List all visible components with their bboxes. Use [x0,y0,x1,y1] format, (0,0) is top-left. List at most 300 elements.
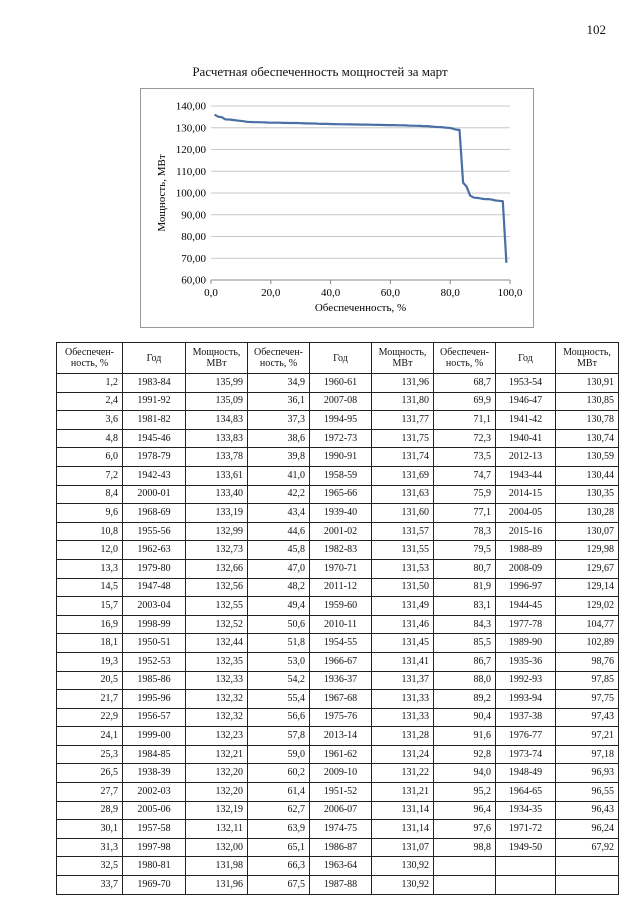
table-cell: 1945-46 [123,429,186,448]
table-cell: 1968-69 [123,504,186,523]
table-cell: 132,11 [186,820,248,839]
table-cell: 130,78 [556,411,619,430]
table-cell: 131,37 [372,671,434,690]
table-cell: 2010-11 [310,615,372,634]
table-cell: 1951-52 [310,783,372,802]
table-row [57,392,619,411]
table-cell: 2012-13 [496,448,556,467]
table-cell: 132,32 [186,690,248,709]
table-cell: 39,8 [248,448,310,467]
table-cell: 2003-04 [123,597,186,616]
table-row [57,374,619,393]
chart-container [140,88,534,328]
table-cell: 20,5 [57,671,123,690]
table-row [57,634,619,653]
table-cell: 131,33 [372,690,434,709]
table-cell: 50,6 [248,615,310,634]
table-cell: 1941-42 [496,411,556,430]
table-cell: 1946-47 [496,392,556,411]
table-cell: 95,2 [434,783,496,802]
x-tick-label: 0,0 [204,287,218,299]
table-cell: 129,02 [556,597,619,616]
table-cell: 1996-97 [496,578,556,597]
table-cell: 135,09 [186,392,248,411]
table-cell [556,876,619,895]
table-cell: 1966-67 [310,652,372,671]
table-cell: 132,55 [186,597,248,616]
table-cell: 1963-64 [310,857,372,876]
table-cell: 97,43 [556,708,619,727]
table-cell: 1987-88 [310,876,372,895]
table-row [57,411,619,430]
table-row [57,429,619,448]
table-cell: 1964-65 [496,783,556,802]
table-cell: 42,2 [248,485,310,504]
table-header-cell: Год [496,343,556,374]
y-tick-label: 120,00 [175,144,206,156]
table-cell: 13,3 [57,559,123,578]
table-cell: 74,7 [434,466,496,485]
table-cell: 2013-14 [310,727,372,746]
table-cell: 97,21 [556,727,619,746]
table-cell: 132,66 [186,559,248,578]
y-axis-label: Мощность, МВт [156,154,168,232]
y-tick-label: 60,00 [181,274,206,287]
table-cell: 55,4 [248,690,310,709]
table-cell: 131,46 [372,615,434,634]
table-row [57,541,619,560]
table-cell: 131,22 [372,764,434,783]
table-cell: 1936-37 [310,671,372,690]
table-cell: 131,55 [372,541,434,560]
table-header-cell: Год [123,343,186,374]
table-cell: 38,6 [248,429,310,448]
table-cell: 86,7 [434,652,496,671]
table-row [57,652,619,671]
table-cell: 1965-66 [310,485,372,504]
table-cell: 49,4 [248,597,310,616]
table-cell: 129,98 [556,541,619,560]
table-cell: 130,28 [556,504,619,523]
table-cell: 131,80 [372,392,434,411]
table-cell: 2008-09 [496,559,556,578]
table-cell: 1972-73 [310,429,372,448]
table-cell: 130,85 [556,392,619,411]
table-cell: 1960-61 [310,374,372,393]
table-cell: 56,6 [248,708,310,727]
table-cell: 96,43 [556,801,619,820]
table-cell: 1940-41 [496,429,556,448]
table-cell: 18,1 [57,634,123,653]
table-row [57,559,619,578]
table-cell: 104,77 [556,615,619,634]
table-cell: 131,63 [372,485,434,504]
table-cell: 1958-59 [310,466,372,485]
table-cell: 60,2 [248,764,310,783]
table-header-cell: Год [310,343,372,374]
table-cell: 132,35 [186,652,248,671]
table-cell: 1995-96 [123,690,186,709]
table-cell: 97,18 [556,745,619,764]
table-cell: 41,0 [248,466,310,485]
x-tick-label: 100,0 [497,287,523,299]
table-cell: 53,0 [248,652,310,671]
table-cell: 1994-95 [310,411,372,430]
table-cell: 96,24 [556,820,619,839]
table-body [57,374,619,895]
table-cell: 10,8 [57,522,123,541]
table-cell: 134,83 [186,411,248,430]
x-tick-label: 60,0 [380,287,401,299]
table-cell: 1961-62 [310,745,372,764]
table-cell: 131,33 [372,708,434,727]
table-cell: 1988-89 [496,541,556,560]
table-header-cell: Мощность, МВт [556,343,619,374]
table-cell: 133,83 [186,429,248,448]
table-cell: 102,89 [556,634,619,653]
y-tick-label: 70,00 [181,252,206,265]
table-cell: 26,5 [57,764,123,783]
table-cell: 2001-02 [310,522,372,541]
table-cell: 1999-00 [123,727,186,746]
table-cell: 1978-79 [123,448,186,467]
table-cell: 14,5 [57,578,123,597]
y-tick-label: 130,00 [175,122,206,135]
table-cell: 132,20 [186,764,248,783]
table-cell: 132,56 [186,578,248,597]
table-cell: 79,5 [434,541,496,560]
table-cell: 98,8 [434,838,496,857]
table-row [57,671,619,690]
table-row [57,485,619,504]
table-cell: 1954-55 [310,634,372,653]
table-cell: 1967-68 [310,690,372,709]
table-cell: 92,8 [434,745,496,764]
table-cell: 30,1 [57,820,123,839]
table-cell: 1952-53 [123,652,186,671]
table-cell: 1970-71 [310,559,372,578]
table-cell: 132,99 [186,522,248,541]
table-cell: 3,6 [57,411,123,430]
table-cell: 131,98 [186,857,248,876]
table-cell: 94,0 [434,764,496,783]
table-cell: 1948-49 [496,764,556,783]
table-cell: 77,1 [434,504,496,523]
table-cell: 72,3 [434,429,496,448]
table-cell: 1979-80 [123,559,186,578]
table-cell: 62,7 [248,801,310,820]
table-cell: 71,1 [434,411,496,430]
table-cell: 1959-60 [310,597,372,616]
table-header-cell: Мощность, МВт [372,343,434,374]
table-cell: 1985-86 [123,671,186,690]
table-cell: 1935-36 [496,652,556,671]
table-cell: 1986-87 [310,838,372,857]
table-row [57,578,619,597]
chart-title: Расчетная обеспеченность мощностей за март [192,64,448,79]
table-cell: 1997-98 [123,838,186,857]
y-tick-label: 110,00 [176,165,206,178]
table-cell: 1973-74 [496,745,556,764]
table-cell: 91,6 [434,727,496,746]
table-cell: 131,49 [372,597,434,616]
x-tick-label: 80,0 [440,287,460,299]
table-cell [434,857,496,876]
data-table [56,342,619,895]
table-cell: 130,92 [372,857,434,876]
table-cell: 1980-81 [123,857,186,876]
table-cell: 1974-75 [310,820,372,839]
table-row [57,801,619,820]
y-tick-label: 100,00 [175,187,206,200]
table-cell: 1939-40 [310,504,372,523]
table-cell: 33,7 [57,876,123,895]
table-cell: 78,3 [434,522,496,541]
table-cell: 2006-07 [310,801,372,820]
table-cell: 1982-83 [310,541,372,560]
table-cell: 131,07 [372,838,434,857]
table-cell: 1981-82 [123,411,186,430]
table-row [57,857,619,876]
table-cell: 1938-39 [123,764,186,783]
table-cell: 12,0 [57,541,123,560]
table-cell: 37,3 [248,411,310,430]
table-cell: 61,4 [248,783,310,802]
series-line [215,115,507,263]
table-cell: 130,59 [556,448,619,467]
table-cell: 1971-72 [496,820,556,839]
table-cell: 68,7 [434,374,496,393]
table-cell: 1,2 [57,374,123,393]
table-cell: 131,96 [186,876,248,895]
table-cell: 24,1 [57,727,123,746]
table-cell: 65,1 [248,838,310,857]
table-cell: 1949-50 [496,838,556,857]
table-cell: 133,19 [186,504,248,523]
table-cell: 90,4 [434,708,496,727]
table-cell: 1983-84 [123,374,186,393]
table-cell: 129,67 [556,559,619,578]
table-cell: 2007-08 [310,392,372,411]
table-cell: 132,52 [186,615,248,634]
table-cell: 43,4 [248,504,310,523]
table-cell: 36,1 [248,392,310,411]
table-cell: 97,85 [556,671,619,690]
table-row [57,876,619,895]
table-cell: 2009-10 [310,764,372,783]
table-row [57,764,619,783]
table-cell: 1989-90 [496,634,556,653]
table-row [57,466,619,485]
table-row [57,448,619,467]
x-tick-label: 40,0 [320,287,341,299]
table-cell: 48,2 [248,578,310,597]
table-cell: 7,2 [57,466,123,485]
table-row [57,708,619,727]
table-cell: 1976-77 [496,727,556,746]
table-cell: 132,33 [186,671,248,690]
table-cell [496,876,556,895]
table-cell: 130,91 [556,374,619,393]
table-cell: 1969-70 [123,876,186,895]
table-cell: 22,9 [57,708,123,727]
table-cell: 130,44 [556,466,619,485]
table-cell: 133,78 [186,448,248,467]
table-cell: 75,9 [434,485,496,504]
table-cell: 73,5 [434,448,496,467]
table-cell: 132,21 [186,745,248,764]
table-header-cell: Обеспечен-ность, % [248,343,310,374]
table-cell: 131,74 [372,448,434,467]
table-cell: 97,75 [556,690,619,709]
table-cell: 59,0 [248,745,310,764]
table-cell: 132,19 [186,801,248,820]
table-cell: 132,32 [186,708,248,727]
table-cell: 131,77 [372,411,434,430]
table-cell: 1944-45 [496,597,556,616]
table-row [57,504,619,523]
table-cell: 131,14 [372,801,434,820]
table-header-cell: Обеспечен-ность, % [434,343,496,374]
table-cell [496,857,556,876]
table-cell: 131,24 [372,745,434,764]
table-cell: 2,4 [57,392,123,411]
table-cell: 131,57 [372,522,434,541]
table-cell: 135,99 [186,374,248,393]
table-cell: 131,21 [372,783,434,802]
table-cell: 81,9 [434,578,496,597]
table-cell: 131,69 [372,466,434,485]
table-cell: 21,7 [57,690,123,709]
y-tick-label: 90,00 [181,209,206,222]
table-cell: 96,55 [556,783,619,802]
table-cell: 1992-93 [496,671,556,690]
table-cell: 45,8 [248,541,310,560]
x-tick-label: 20,0 [261,287,281,299]
table-cell: 130,35 [556,485,619,504]
table-row [57,597,619,616]
table-row [57,820,619,839]
table-cell: 2014-15 [496,485,556,504]
table-header-cell: Обеспечен-ность, % [57,343,123,374]
table-cell: 19,3 [57,652,123,671]
table-cell: 1977-78 [496,615,556,634]
table-cell: 25,3 [57,745,123,764]
table-cell: 96,4 [434,801,496,820]
table-cell: 131,41 [372,652,434,671]
table-cell: 1953-54 [496,374,556,393]
table-cell: 80,7 [434,559,496,578]
table-cell: 2002-03 [123,783,186,802]
table-cell: 69,9 [434,392,496,411]
table-cell: 131,45 [372,634,434,653]
table-cell: 1962-63 [123,541,186,560]
table-cell: 132,00 [186,838,248,857]
table-cell: 131,96 [372,374,434,393]
table-cell: 1998-99 [123,615,186,634]
x-axis-label: Обеспеченность, % [314,302,407,314]
table-cell: 6,0 [57,448,123,467]
table-header-row [57,343,619,374]
table-cell: 133,61 [186,466,248,485]
table-header-cell: Мощность, МВт [186,343,248,374]
table-cell: 31,3 [57,838,123,857]
table-cell [434,876,496,895]
table-cell: 9,6 [57,504,123,523]
table-cell: 57,8 [248,727,310,746]
table-cell: 2004-05 [496,504,556,523]
table-cell: 34,9 [248,374,310,393]
table-cell: 66,3 [248,857,310,876]
table-cell: 85,5 [434,634,496,653]
y-tick-label: 80,00 [181,231,206,243]
table-cell: 63,9 [248,820,310,839]
table-cell: 1942-43 [123,466,186,485]
table-cell: 130,07 [556,522,619,541]
table-row [57,727,619,746]
table-cell: 2005-06 [123,801,186,820]
table-cell: 32,5 [57,857,123,876]
table-cell: 131,53 [372,559,434,578]
y-tick-label: 140,00 [175,100,206,113]
table-cell: 132,73 [186,541,248,560]
table-cell: 67,92 [556,838,619,857]
table-cell: 1975-76 [310,708,372,727]
table-cell: 84,3 [434,615,496,634]
table-cell: 4,8 [57,429,123,448]
table-cell: 89,2 [434,690,496,709]
table-cell: 1957-58 [123,820,186,839]
table-cell: 131,28 [372,727,434,746]
table-cell: 67,5 [248,876,310,895]
table-cell: 2011-12 [310,578,372,597]
table-cell: 132,20 [186,783,248,802]
table-cell: 1990-91 [310,448,372,467]
table-row [57,615,619,634]
table-row [57,690,619,709]
table-cell: 130,74 [556,429,619,448]
table-cell: 131,75 [372,429,434,448]
table-cell: 1950-51 [123,634,186,653]
table-cell: 97,6 [434,820,496,839]
table-cell: 1943-44 [496,466,556,485]
table-cell: 129,14 [556,578,619,597]
table-cell: 132,23 [186,727,248,746]
table-cell: 16,9 [57,615,123,634]
table-cell: 54,2 [248,671,310,690]
table-cell: 47,0 [248,559,310,578]
table-cell: 1956-57 [123,708,186,727]
table-cell: 1937-38 [496,708,556,727]
table-cell: 96,93 [556,764,619,783]
table-cell: 131,60 [372,504,434,523]
table-cell: 98,76 [556,652,619,671]
table-row [57,783,619,802]
table-cell: 8,4 [57,485,123,504]
table-cell: 131,14 [372,820,434,839]
table-cell: 2015-16 [496,522,556,541]
table-cell: 130,92 [372,876,434,895]
page-number: 102 [586,22,606,37]
table-cell: 1993-94 [496,690,556,709]
table-cell: 28,9 [57,801,123,820]
table-cell: 88,0 [434,671,496,690]
table-cell: 131,50 [372,578,434,597]
line-chart [141,89,533,327]
table-cell [556,857,619,876]
table-cell: 132,44 [186,634,248,653]
table-cell: 51,8 [248,634,310,653]
